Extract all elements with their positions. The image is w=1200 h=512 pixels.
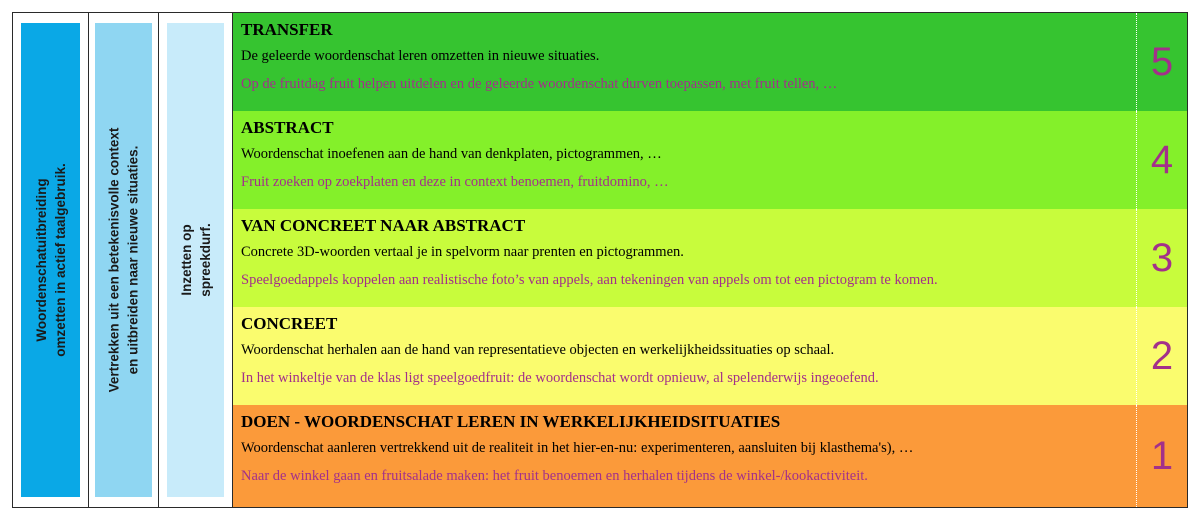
level-description: De geleerde woordenschat leren omzetten in nieuwe situaties. [241,48,600,64]
level-number: 1 [1136,405,1187,507]
column-vocabulary-expansion [13,13,89,507]
level-title: TRANSFER [241,20,333,39]
column-meaningful-context [89,13,159,507]
vocabulary-levels-diagram [12,12,1188,508]
meaningful-context-bar [95,23,152,497]
level-example: In het winkeltje van de klas ligt speelgoedfruit: de woordenschat wordt opnieuw, al spelenderwijs ingeoefend. [241,370,879,386]
level-4-abstract [233,111,1187,209]
level-description: Concrete 3D-woorden vertaal je in spelvorm naar prenten en pictogrammen. [241,244,684,260]
level-description: Woordenschat inoefenen aan de hand van denkplaten, pictogrammen, … [241,146,662,162]
level-number: 2 [1136,307,1187,405]
speaking-courage-bar [167,23,224,497]
level-1-doing [233,405,1187,507]
level-description: Woordenschat aanleren vertrekkend uit de realiteit in het hier-en-nu: experimenteren, aansluiten bij klasthema's), … [241,440,914,456]
level-example: Op de fruitdag fruit helpen uitdelen en de geleerde woordenschat durven toepassen, met fruit tellen, … [241,76,838,92]
level-title: VAN CONCREET NAAR ABSTRACT [241,216,526,235]
level-number: 5 [1136,13,1187,111]
level-example: Fruit zoeken op zoekplaten en deze in context benoemen, fruitdomino, … [241,174,669,190]
level-example: Naar de winkel gaan en fruitsalade maken: het fruit benoemen en herhalen tijdens de winkel-/kookactiviteit. [241,468,868,484]
speaking-courage-label: Inzetten op spreekdurf. [178,223,213,297]
level-5-transfer [233,13,1187,111]
levels-panel [233,13,1187,507]
level-3-concrete-to-abstract [233,209,1187,307]
level-title: CONCREET [241,314,338,333]
level-example: Speelgoedappels koppelen aan realistische foto’s van appels, aan tekeningen van appels om tot een pictogram te komen. [241,272,938,288]
level-description: Woordenschat herhalen aan de hand van representatieve objecten en werkelijkheidssituaties op schaal. [241,342,835,358]
vocabulary-expansion-label: Woordenschatuitbreiding omzetten in actief taalgebruik. [33,163,68,357]
meaningful-context-label: Vertrekken uit een betekenisvolle context en uitbreiden naar nieuwe situaties. [106,127,141,393]
level-2-concrete [233,307,1187,405]
column-speaking-courage [159,13,233,507]
level-number: 4 [1136,111,1187,209]
level-title: DOEN - WOORDENSCHAT LEREN IN WERKELIJKHEIDSITUATIES [241,412,781,431]
level-title: ABSTRACT [241,118,334,137]
level-number: 3 [1136,209,1187,307]
vocabulary-expansion-bar [21,23,80,497]
